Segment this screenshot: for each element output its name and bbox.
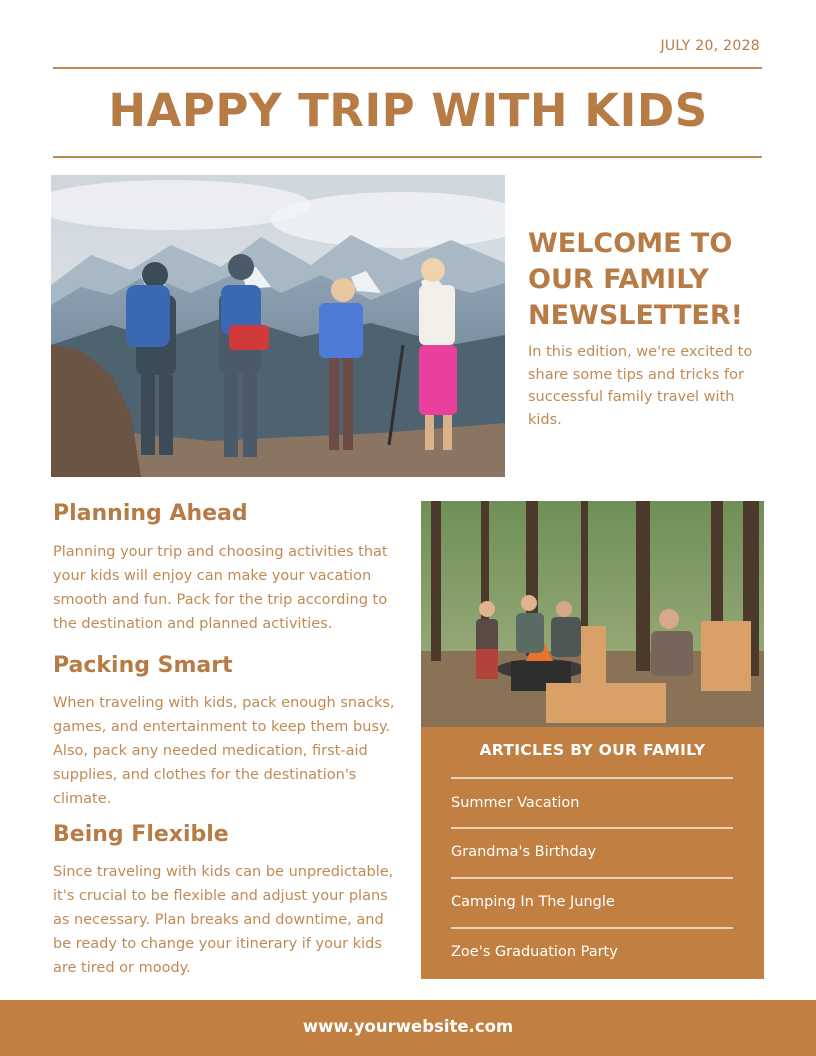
welcome-heading [528, 226, 778, 334]
article-link[interactable]: Camping In The Jungle [451, 894, 615, 910]
welcome-heading-line: OUR FAMILY [528, 264, 709, 295]
articles-divider [451, 827, 733, 829]
family-mountain-photo [51, 175, 505, 477]
section-heading-flexible: Being Flexible [53, 822, 229, 847]
article-link[interactable]: Grandma's Birthday [451, 844, 597, 860]
articles-divider [451, 777, 733, 779]
footer-bar [0, 1000, 816, 1056]
section-body-planning: Planning your trip and choosing activities that your kids will enjoy can make your vacation smooth and fun. Pack for the trip according to the destination and planned activities. [53, 544, 388, 632]
article-link[interactable]: Summer Vacation [451, 795, 580, 811]
articles-title: ARTICLES BY OUR FAMILY [479, 741, 706, 759]
articles-divider [451, 927, 733, 929]
articles-divider [451, 877, 733, 879]
section-body-flexible: Since traveling with kids can be unpredictable, it's crucial to be flexible and adjust your plans as necessary. Plan breaks and downtime, and be ready to change your itinerary if your kids are tired or moody. [53, 864, 394, 976]
website-link[interactable]: www.yourwebsite.com [302, 1017, 514, 1036]
welcome-heading-line: WELCOME TO [528, 228, 733, 259]
article-link[interactable]: Zoe's Graduation Party [451, 944, 618, 960]
section-body-packing: When traveling with kids, pack enough snacks, games, and entertainment to keep them busy. Also, pack any needed medication, first-aid supplies, and clothes for the destination's climate. [53, 695, 395, 807]
page-title: HAPPY TRIP WITH KIDS [108, 84, 708, 137]
articles-panel [421, 727, 764, 979]
header-divider-top [53, 67, 762, 69]
welcome-intro: In this edition, we're excited to share some tips and tricks for successful family travel with kids. [528, 344, 753, 428]
issue-date: JULY 20, 2028 [660, 38, 760, 54]
welcome-heading-line: NEWSLETTER! [528, 300, 743, 331]
family-camping-photo [421, 501, 764, 727]
section-heading-planning: Planning Ahead [53, 501, 248, 526]
header-divider-bottom [53, 156, 762, 158]
section-heading-packing: Packing Smart [53, 653, 233, 678]
